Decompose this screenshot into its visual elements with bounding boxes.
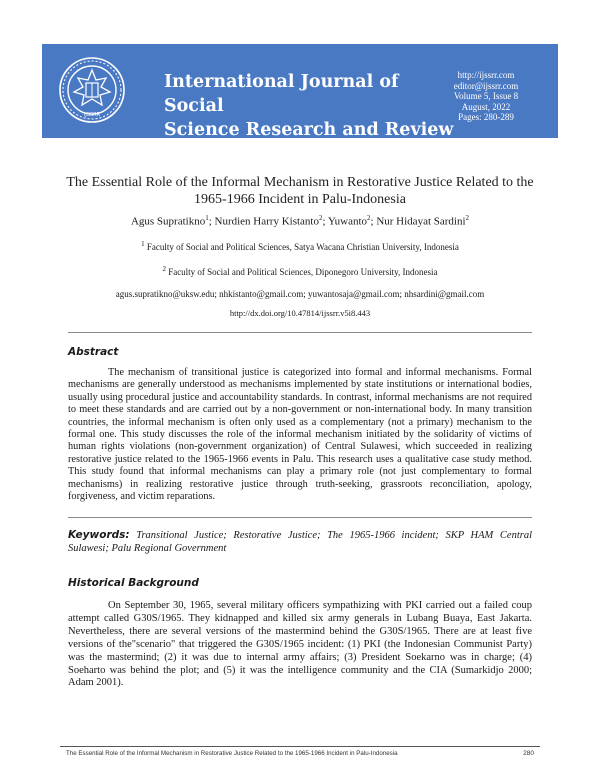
- author-name: Yuwanto: [327, 215, 368, 228]
- author-list: Agus Supratikno$^1$; Nurdien Harry Kistanto$^2$; Yuwanto$^2$; Nur Hidayat Sardini$^2$: [130, 214, 470, 228]
- journal-meta: [436, 70, 536, 123]
- footer-page-number: 280: [523, 750, 534, 757]
- journal-banner: [42, 44, 558, 138]
- logo-text: IJSSRR: [83, 112, 101, 118]
- author-name: Nur Hidayat Sardini: [376, 215, 466, 228]
- journal-title: [164, 70, 454, 142]
- author-emails[interactable]: agus.supratikno@uksw.edu; nhkistanto@gmail.com; yuwantosaja@gmail.com; nhsardini@gmail.com: [115, 289, 485, 299]
- issue-date: August, 2022: [461, 101, 511, 112]
- footer-running-title: The Essential Role of the Informal Mechanism in Restorative Justice Related to the 1965-1966 Incident in Palu-Indonesia: [66, 750, 398, 757]
- author-affiliation-mark: 2: [367, 214, 371, 222]
- keywords-label: Keywords:: [68, 529, 130, 541]
- author-affiliation-mark: 1: [205, 214, 209, 222]
- author-name: Nurdien Harry Kistanto: [214, 215, 319, 228]
- affiliation-2: $^2$ Faculty of Social and Political Sciences, Diponegoro University, Indonesia: [162, 265, 438, 277]
- author-affiliation-mark: 2: [465, 214, 470, 222]
- journal-title-line2: Science Research and Review: [164, 120, 454, 140]
- journal-email[interactable]: editor@ijssrr.com: [453, 80, 519, 91]
- page-range: Pages: 280-289: [458, 112, 514, 122]
- paper-title: The Essential Role of the Informal Mechanism in Restorative Justice Related to the 1965-1966 Incident in Palu-Indonesia: [66, 175, 534, 207]
- journal-logo-icon: [58, 56, 126, 124]
- volume-issue: Volume 5, Issue 8: [453, 91, 519, 101]
- abstract-text: The mechanism of transitional justice is categorized into formal and informal mechanisms. Formal mechanisms are generally understood as mechanisms implemented by state institutions or international bodies, usually using procedural justice and accountability standards. In contrast, informal mechanisms are not required to meet these standards and are carried out by a non-government or non-international body. In many transition countries, the informal mechanism is often only used as a complementary (not a primary) mechanism to the formal one. This study discusses the role of the informal mechanism initiated by the solidarity of victims of human rights violations (non-government organization) of Central Sulawesi, which succeeded in realizing restorative justice related to the 1965-1966 events in Palu. This research uses a qualitative case study method. This study found that informal mechanisms can play a primary role (not just complementary to formal mechanisms) in realizing restorative justice through truth-seeking, grassroots reconciliation, apology, forgiveness, and victim reparations.: [68, 367, 532, 503]
- footer-divider: [60, 746, 540, 747]
- journal-url[interactable]: http://ijssrr.com: [457, 70, 515, 80]
- divider: [68, 517, 532, 518]
- historical-background-text: On September 30, 1965, several military officers sympathizing with PKI carried out a failed coup attempt called G30S/1965. They kidnapped and killed six army generals in Lubang Buaya, East Jakarta. Nevertheless, there are several versions of the mastermind behind the G30S/1965. There are at least five versions of the"scenario" that triggered the G30S/1965 incident: (1) PKI (the Indonesian Communist Party) was the mastermind; (2) it was due to internal army affairs; (3) President Soekarno was in charge; (4) Soeharto was behind the plot; and (5) it was the intelligence community and the CIA (Sumarkidjo 2000; Adam 2001).: [68, 600, 532, 689]
- keywords-text: Transitional Justice; Restorative Justice; The 1965-1966 incident; SKP HAM Central Sulawesi; Palu Regional Government: [68, 530, 532, 554]
- author-affiliation-mark: 2: [319, 214, 323, 222]
- keywords: [68, 529, 532, 555]
- author-name: Agus Supratikno: [130, 215, 206, 228]
- divider: [68, 332, 532, 333]
- journal-title-line1: International Journal of Social: [164, 72, 399, 116]
- doi-link[interactable]: http://dx.doi.org/10.47814/ijssrr.v5i8.443: [229, 308, 371, 318]
- historical-background-heading: Historical Background: [68, 577, 199, 589]
- abstract-heading: Abstract: [68, 346, 119, 358]
- affiliation-1: $^1$ Faculty of Social and Political Sciences, Satya Wacana Christian University, Indonesia: [141, 240, 459, 252]
